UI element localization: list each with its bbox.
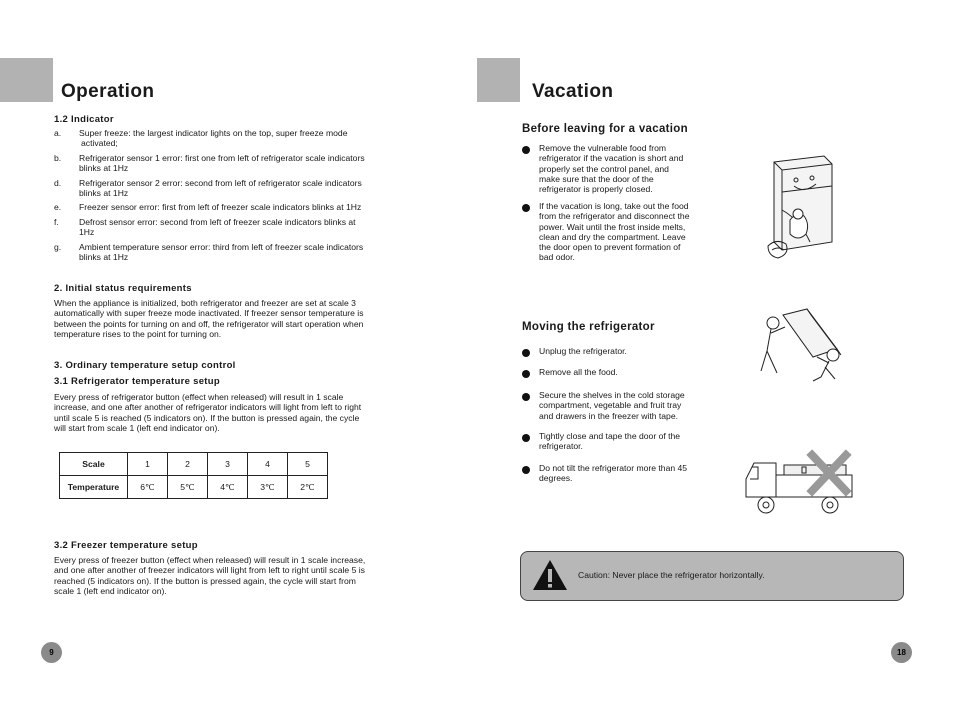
bullet-dot-icon — [522, 349, 530, 357]
bullet-dot-icon — [522, 146, 530, 154]
page-number-right: 18 — [891, 642, 912, 663]
initial-status-text: When the appliance is initialized, both refrigerator and freezer are set at scale 3 automatically with super freeze mode inactivated. If freezer sensor temperature is between the points for turning on and off, the refrigerator will start operation when temperature rises to the point for turning on. — [54, 298, 364, 339]
bullet-dot-icon — [522, 434, 530, 442]
table-cell-temp: 5℃ — [168, 476, 208, 499]
section-marker-left — [0, 58, 53, 102]
page-title-vacation: Vacation — [532, 81, 614, 102]
bullet-text: Secure the shelves in the cold storage compartment, vegetable and fruit tray and drawers in the freezer with tape. — [539, 390, 685, 421]
heading-initial-status: 2. Initial status requirements — [54, 283, 192, 294]
bullet-text: Tightly close and tape the door of the refrigerator. — [539, 431, 681, 452]
table-cell-temp: 3℃ — [248, 476, 288, 499]
page-title-operation: Operation — [61, 81, 155, 102]
freezer-setup-text: Every press of freezer button (effect when released) will result in 1 scale increase, and one after another of freezer indicators will light from left to right until scale 5 is reached (5 indicators on). If the button is pressed again, the cycle will start from scale 1 (left end indicator on). — [54, 555, 366, 596]
table-cell-scale: 3 — [208, 453, 248, 476]
indicator-item-text: Refrigerator sensor 2 error: second from left of refrigerator scale indicators blinks at 1Hz — [79, 178, 362, 199]
heading-ordinary-temp: 3. Ordinary temperature setup control — [54, 360, 236, 371]
bullet-text: Remove all the food. — [539, 367, 618, 377]
caution-text: Caution: Never place the refrigerator horizontally. — [578, 570, 765, 580]
heading-before-vacation: Before leaving for a vacation — [522, 123, 688, 135]
bullet-text: If the vacation is long, take out the food from the refrigerator and disconnect the power. Wait until the frost inside melts, clean and dry the compartment. Leave the door open to prevent formation of bad odor. — [539, 201, 690, 263]
section-marker-right — [477, 58, 520, 102]
bullet-dot-icon — [522, 393, 530, 401]
table-cell-scale: 4 — [248, 453, 288, 476]
table-cell-temp: 2℃ — [288, 476, 328, 499]
table-cell-temp: 6℃ — [128, 476, 168, 499]
indicator-item-text: Refrigerator sensor 1 error: first one from left of refrigerator scale indicators blinks at 1Hz — [79, 153, 365, 174]
indicator-item-key: d. — [54, 178, 62, 188]
heading-moving: Moving the refrigerator — [522, 321, 655, 333]
bullet-text: Do not tilt the refrigerator more than 45 degrees. — [539, 463, 688, 484]
bullet-text: Remove the vulnerable food from refrigerator if the vacation is short and properly set the control panel, and make sure that the door of the refrigerator is properly closed. — [539, 143, 684, 195]
truck-horizontal-prohibited-illustration — [742, 445, 860, 523]
indicator-item-text: Defrost sensor error: second from left of freezer scale indicators blinks at 1Hz — [79, 217, 356, 238]
caution-box — [520, 551, 904, 601]
table-cell-scale: 2 — [168, 453, 208, 476]
warning-triangle-icon — [532, 559, 568, 591]
table-row-scale — [60, 453, 328, 476]
bullet-dot-icon — [522, 370, 530, 378]
page-number-left: 9 — [41, 642, 62, 663]
bullet-dot-icon — [522, 204, 530, 212]
heading-refrigerator-setup: 3.1 Refrigerator temperature setup — [54, 376, 220, 387]
table-cell-scale: 1 — [128, 453, 168, 476]
indicator-item-key: f. — [54, 217, 59, 227]
indicator-item-text: Freezer sensor error: first from left of freezer scale indicators blinks at 1Hz — [79, 202, 362, 212]
heading-indicator: 1.2 Indicator — [54, 114, 114, 125]
refrigerator-cleaning-illustration — [760, 150, 840, 265]
indicator-item-text: Ambient temperature sensor error: third from left of freezer scale indicators blinks at 1Hz — [79, 242, 364, 263]
bullet-text: Unplug the refrigerator. — [539, 346, 627, 356]
bullet-dot-icon — [522, 466, 530, 474]
scale-temperature-table — [59, 452, 328, 499]
table-label-scale: Scale — [60, 453, 128, 476]
table-row-temperature — [60, 476, 328, 499]
table-label-temperature: Temperature — [60, 476, 128, 499]
indicator-item-text: Super freeze: the largest indicator lights on the top, super freeze mode activated; — [79, 128, 348, 149]
heading-freezer-setup: 3.2 Freezer temperature setup — [54, 540, 198, 551]
indicator-item-key: a. — [54, 128, 62, 138]
moving-refrigerator-illustration — [755, 305, 850, 385]
indicator-item-key: g. — [54, 242, 62, 252]
indicator-item-key: e. — [54, 202, 62, 212]
table-cell-temp: 4℃ — [208, 476, 248, 499]
refrigerator-setup-text: Every press of refrigerator button (effect when released) will result in 1 scale increase, and one after another of refrigerator indicators will light from left to right until scale 5 is reached (5 indicators on). If the button is pressed again, the cycle will start from scale 1 (left end indicator on). — [54, 392, 362, 433]
table-cell-scale: 5 — [288, 453, 328, 476]
indicator-item-key: b. — [54, 153, 62, 163]
